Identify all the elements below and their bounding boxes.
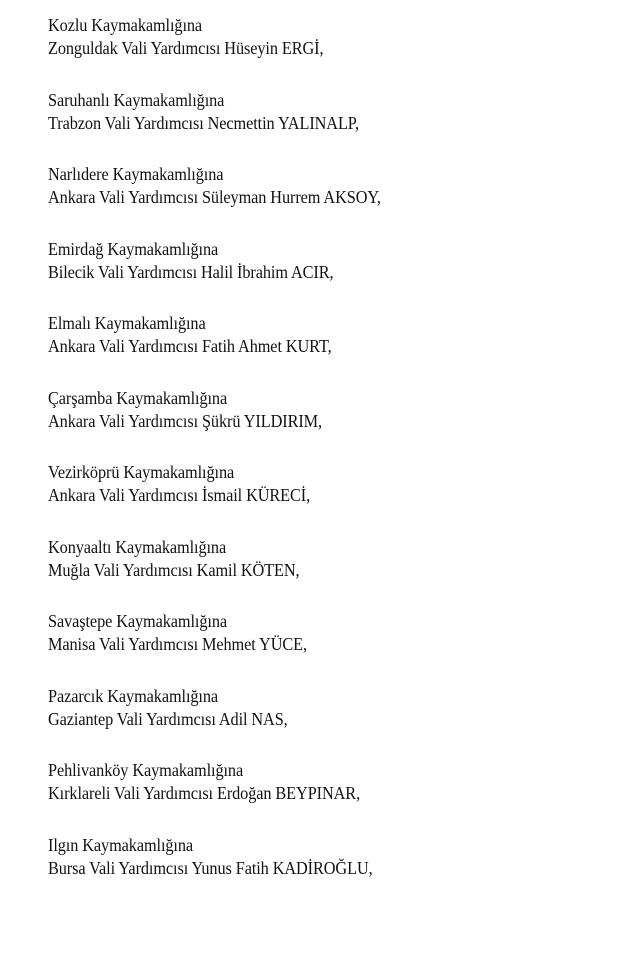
office-title: Emirdağ Kaymakamlığına	[48, 239, 219, 259]
appointment-entry	[48, 610, 608, 656]
appointee-line: Muğla Vali Yardımcısı Kamil KÖTEN,	[48, 560, 300, 580]
appointee-line: Trabzon Vali Yardımcısı Necmettin YALINALP,	[48, 113, 359, 133]
appointment-entry	[48, 89, 608, 135]
appointment-entry	[48, 536, 608, 582]
office-title: Narlıdere Kaymakamlığına	[48, 164, 224, 184]
appointment-entry	[48, 387, 608, 433]
office-title: Pehlivanköy Kaymakamlığına	[48, 760, 244, 780]
office-title: Elmalı Kaymakamlığına	[48, 313, 206, 333]
appointment-entry	[48, 238, 608, 284]
appointment-entry	[48, 14, 608, 60]
appointee-line: Bilecik Vali Yardımcısı Halil İbrahim ACIR,	[48, 262, 334, 282]
appointee-line: Ankara Vali Yardımcısı Fatih Ahmet KURT,	[48, 336, 332, 356]
office-title: Kozlu Kaymakamlığına	[48, 15, 203, 35]
appointee-line: Ankara Vali Yardımcısı İsmail KÜRECİ,	[48, 485, 311, 505]
appointment-entry	[48, 759, 608, 805]
office-title: Konyaaltı Kaymakamlığına	[48, 537, 227, 557]
appointee-line: Ankara Vali Yardımcısı Şükrü YILDIRIM,	[48, 411, 323, 431]
office-title: Ilgın Kaymakamlığına	[48, 835, 194, 855]
appointee-line: Kırklareli Vali Yardımcısı Erdoğan BEYPINAR,	[48, 783, 361, 803]
appointment-entry	[48, 163, 608, 209]
appointment-entry	[48, 461, 608, 507]
appointment-entry	[48, 685, 608, 731]
office-title: Savaştepe Kaymakamlığına	[48, 611, 227, 631]
appointment-entry	[48, 312, 608, 358]
appointment-entry	[48, 834, 608, 880]
appointee-line: Ankara Vali Yardımcısı Süleyman Hurrem AKSOY,	[48, 187, 381, 207]
office-title: Saruhanlı Kaymakamlığına	[48, 90, 225, 110]
office-title: Pazarcık Kaymakamlığına	[48, 686, 219, 706]
appointee-line: Manisa Vali Yardımcısı Mehmet YÜCE,	[48, 634, 307, 654]
office-title: Çarşamba Kaymakamlığına	[48, 388, 228, 408]
appointee-line: Zonguldak Vali Yardımcısı Hüseyin ERGİ,	[48, 38, 324, 58]
appointee-line: Gaziantep Vali Yardımcısı Adil NAS,	[48, 709, 288, 729]
office-title: Vezirköprü Kaymakamlığına	[48, 462, 235, 482]
appointee-line: Bursa Vali Yardımcısı Yunus Fatih KADİROĞLU,	[48, 858, 373, 878]
